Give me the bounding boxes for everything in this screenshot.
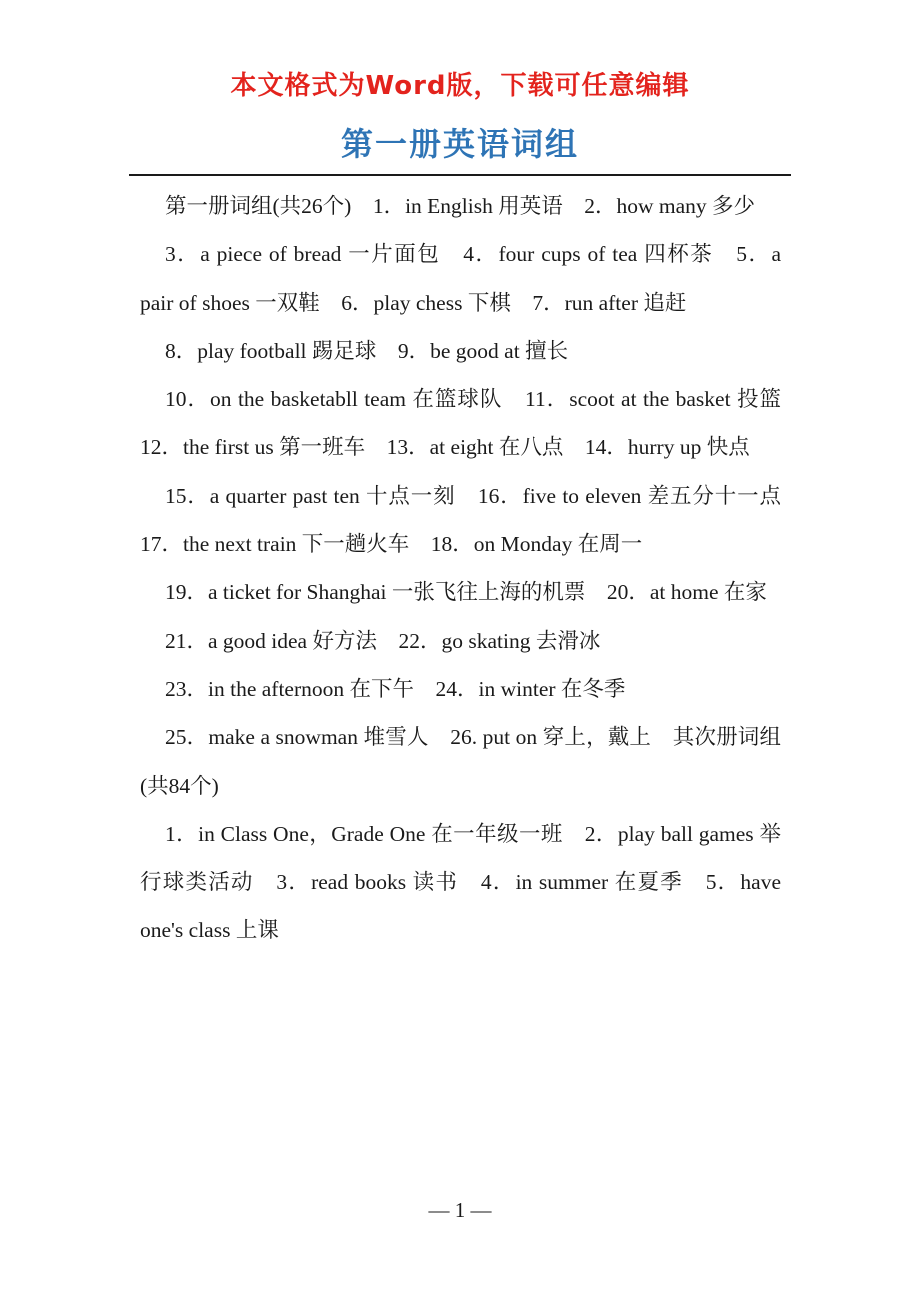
paragraph: 21．a good idea 好方法 22．go skating 去滑冰	[165, 628, 601, 653]
format-notice: 本文格式为Word版，下载可任意编辑	[230, 71, 690, 101]
paragraph: 25．make a snowman 堆雪人 26. put on 穿上，戴上 其次册词组(共84个)	[140, 725, 781, 798]
page-title: 第一册英语词组	[340, 125, 579, 163]
page-number: — 1 —	[428, 1198, 492, 1222]
paragraph: 3．a piece of bread 一片面包 4．four cups of tea 四杯茶 5．a pair of shoes 一双鞋 6．play chess 下棋 7．run after 追赶	[140, 242, 781, 315]
paragraph: 23．in the afternoon 在下午 24．in winter 在冬季	[165, 676, 626, 701]
paragraph: 19．a ticket for Shanghai 一张飞往上海的机票 20．at home 在家	[165, 580, 767, 605]
paragraph: 15．a quarter past ten 十点一刻 16．five to eleven 差五分十一点 17．the next train 下一趟火车 18．on Monday 在周一	[140, 483, 803, 557]
paragraph: 10．on the basketabll team 在篮球队 11．scoot at the basket 投篮 12．the first us 第一班车 13．at eight 在八点 14．hurry up 快点	[140, 387, 803, 460]
title-divider	[129, 174, 791, 176]
document-body	[140, 182, 803, 955]
paragraph: 第一册词组(共26个) 1．in English 用英语 2．how many 多少	[165, 194, 756, 218]
paragraph: 8．play football 踢足球 9．be good at 擅长	[165, 338, 569, 363]
paragraph: 1．in Class One，Grade One 在一年级一班 2．play ball games 举行球类活动 3．read books 读书 4．in summer 在夏季 5．have one's class 上课	[140, 821, 781, 943]
